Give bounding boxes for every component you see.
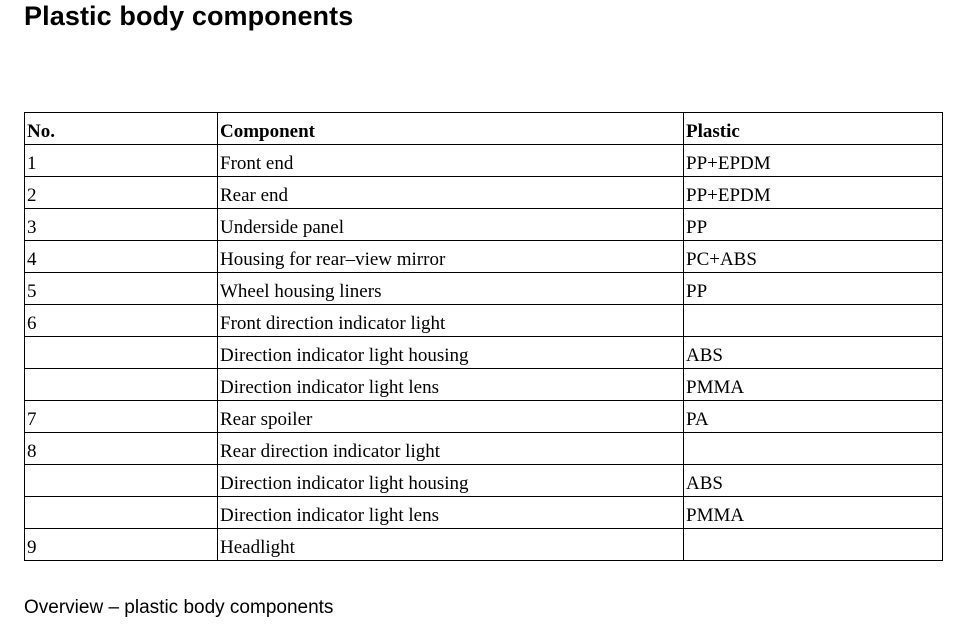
cell-component: Direction indicator light housing <box>218 337 684 369</box>
cell-no <box>25 497 218 529</box>
cell-no: 7 <box>25 401 218 433</box>
cell-plastic: PC+ABS <box>684 241 943 273</box>
cell-no: 4 <box>25 241 218 273</box>
cell-plastic: PMMA <box>684 369 943 401</box>
cell-component: Housing for rear–view mirror <box>218 241 684 273</box>
figure-caption: Overview – plastic body components <box>24 597 334 618</box>
cell-component: Direction indicator light lens <box>218 369 684 401</box>
cell-component: Front end <box>218 145 684 177</box>
cell-plastic: PMMA <box>684 497 943 529</box>
page-title: Plastic body components <box>24 1 354 31</box>
table-row <box>25 209 943 241</box>
cell-component: Headlight <box>218 529 684 561</box>
table-row <box>25 497 943 529</box>
column-header-no: No. <box>25 113 218 145</box>
cell-plastic <box>684 529 943 561</box>
cell-component: Front direction indicator light <box>218 305 684 337</box>
cell-component: Direction indicator light housing <box>218 465 684 497</box>
table-row <box>25 433 943 465</box>
cell-plastic: PA <box>684 401 943 433</box>
cell-plastic: PP+EPDM <box>684 177 943 209</box>
components-table <box>24 112 943 561</box>
cell-plastic: ABS <box>684 337 943 369</box>
table-row <box>25 337 943 369</box>
cell-plastic: ABS <box>684 465 943 497</box>
cell-component: Rear spoiler <box>218 401 684 433</box>
table-row <box>25 145 943 177</box>
table-row <box>25 465 943 497</box>
cell-no <box>25 337 218 369</box>
cell-component: Rear direction indicator light <box>218 433 684 465</box>
cell-no: 6 <box>25 305 218 337</box>
column-header-component: Component <box>218 113 684 145</box>
table-row <box>25 241 943 273</box>
cell-plastic <box>684 305 943 337</box>
cell-plastic: PP+EPDM <box>684 145 943 177</box>
cell-component: Underside panel <box>218 209 684 241</box>
column-header-plastic: Plastic <box>684 113 943 145</box>
cell-plastic: PP <box>684 209 943 241</box>
cell-component: Wheel housing liners <box>218 273 684 305</box>
cell-component: Direction indicator light lens <box>218 497 684 529</box>
table-row <box>25 529 943 561</box>
cell-no <box>25 465 218 497</box>
table-row <box>25 273 943 305</box>
table-row <box>25 401 943 433</box>
cell-no: 3 <box>25 209 218 241</box>
cell-plastic: PP <box>684 273 943 305</box>
cell-no: 2 <box>25 177 218 209</box>
table-row <box>25 305 943 337</box>
cell-no: 1 <box>25 145 218 177</box>
cell-no: 9 <box>25 529 218 561</box>
cell-no <box>25 369 218 401</box>
cell-plastic <box>684 433 943 465</box>
table-row <box>25 369 943 401</box>
table-header-row <box>25 113 943 145</box>
cell-component: Rear end <box>218 177 684 209</box>
cell-no: 5 <box>25 273 218 305</box>
table-row <box>25 177 943 209</box>
cell-no: 8 <box>25 433 218 465</box>
